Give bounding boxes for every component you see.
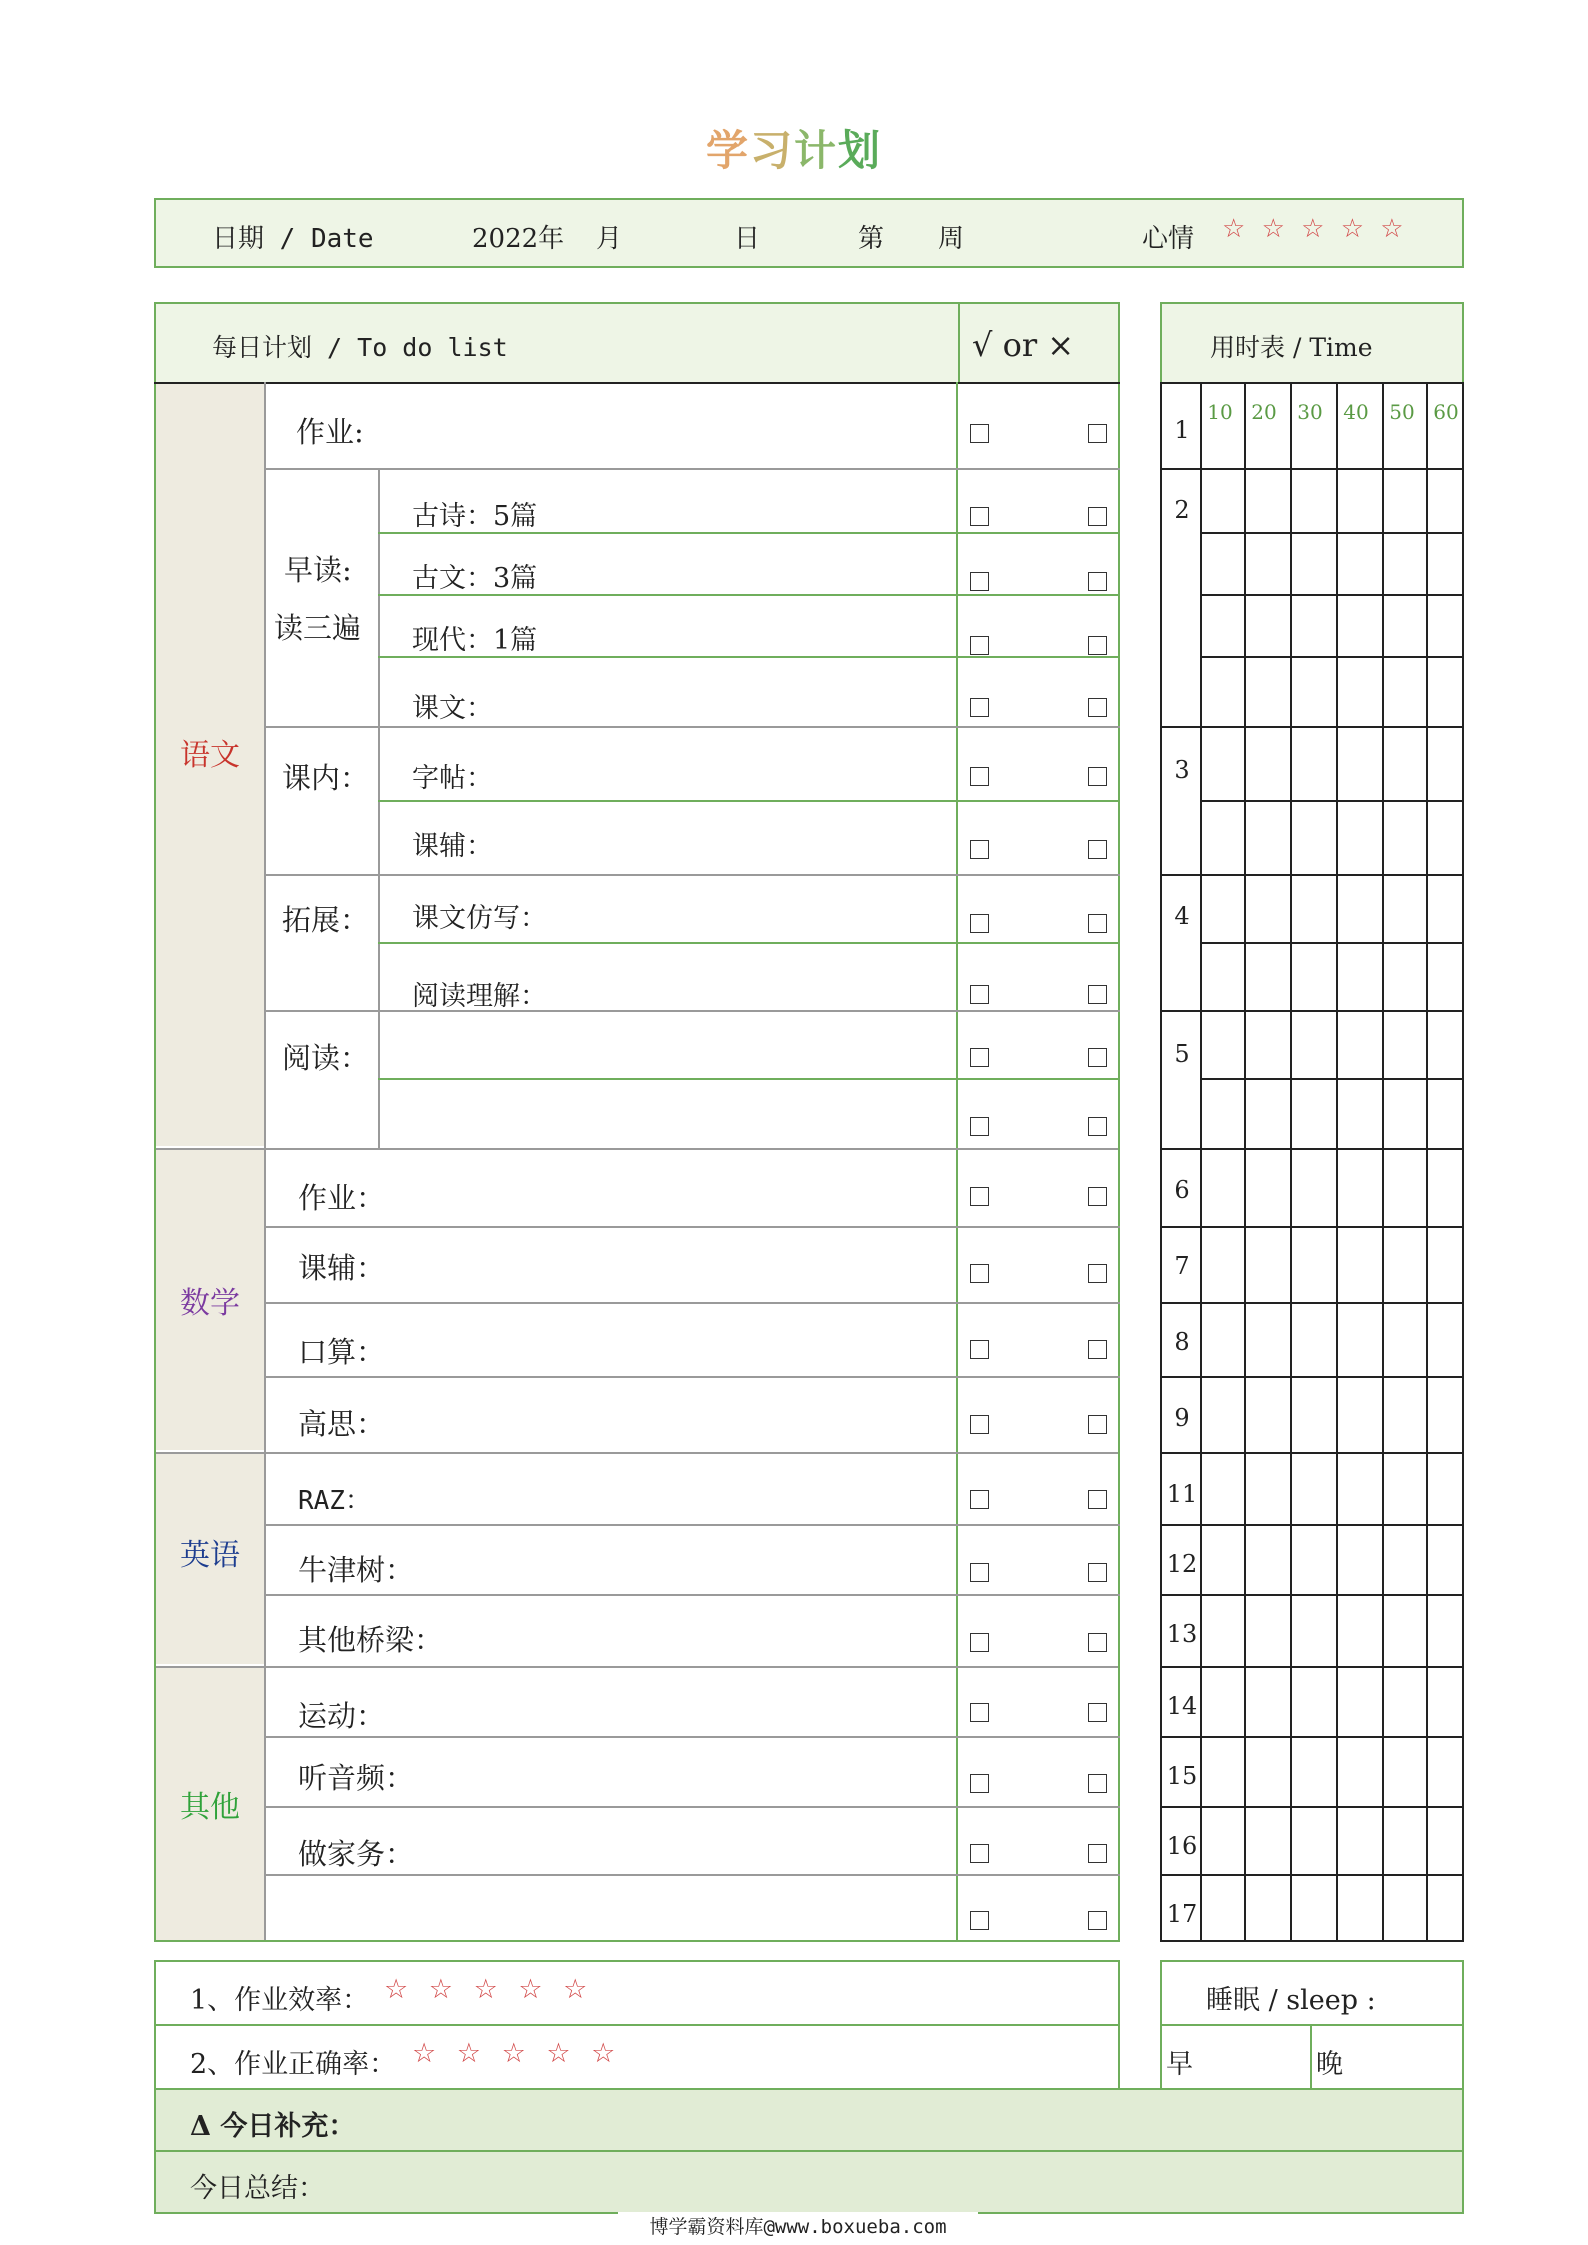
time-cell[interactable]: [1244, 656, 1290, 726]
undone-checkbox[interactable]: [1088, 914, 1107, 933]
time-cell[interactable]: [1336, 1594, 1382, 1666]
hour-label: 9: [1174, 1404, 1190, 1432]
done-checkbox[interactable]: [970, 1415, 989, 1434]
done-checkbox[interactable]: [970, 1703, 989, 1722]
date-bar: [154, 198, 1464, 268]
summary-label: 今日总结：: [190, 2173, 325, 2204]
time-cell[interactable]: [1336, 1736, 1382, 1806]
time-cell[interactable]: [1382, 656, 1426, 726]
time-cell[interactable]: [1290, 1302, 1336, 1376]
page-title: 学习计划: [705, 126, 883, 175]
todo-header: [154, 302, 1120, 384]
time-cell[interactable]: [1244, 1524, 1290, 1594]
done-checkbox[interactable]: [970, 1264, 989, 1283]
done-checkbox[interactable]: [970, 507, 989, 526]
time-cell[interactable]: [1290, 800, 1336, 874]
subject-math-cell: [156, 1148, 264, 1450]
time-cell[interactable]: [1336, 874, 1382, 942]
comprehension-item: 阅读理解：: [412, 981, 547, 1012]
subject-english: 英语: [180, 1538, 240, 1573]
time-cell[interactable]: [1382, 1010, 1426, 1078]
time-cell[interactable]: [1290, 1452, 1336, 1524]
time-cell[interactable]: [1382, 1302, 1426, 1376]
math-tutoring: 课辅：: [298, 1251, 386, 1285]
done-checkbox[interactable]: [970, 840, 989, 859]
time-cell[interactable]: [1244, 1874, 1290, 1940]
mood-stars[interactable]: ☆ ☆ ☆ ☆ ☆: [1222, 214, 1408, 244]
subject-other-cell: [156, 1666, 264, 1940]
english-bridge: 其他桥梁：: [298, 1623, 444, 1657]
time-cell[interactable]: [1336, 1666, 1382, 1736]
time-cell[interactable]: [1336, 382, 1382, 468]
hour-label: 5: [1174, 1040, 1190, 1068]
time-cell[interactable]: [1382, 1376, 1426, 1452]
supplement-label: Δ 今日补充：: [190, 2111, 356, 2142]
hour-label: 1: [1174, 416, 1190, 444]
time-cell[interactable]: [1200, 1376, 1244, 1452]
hour-label: 6: [1174, 1176, 1190, 1204]
time-cell[interactable]: [1200, 800, 1244, 874]
undone-checkbox[interactable]: [1088, 507, 1107, 526]
time-cell[interactable]: [1290, 1376, 1336, 1452]
time-cell[interactable]: [1244, 1806, 1290, 1874]
sleep-row: [1160, 2024, 1464, 2090]
time-cell[interactable]: [1382, 1226, 1426, 1302]
undone-checkbox[interactable]: [1088, 985, 1107, 1004]
time-cell[interactable]: [1244, 726, 1290, 800]
undone-checkbox[interactable]: [1088, 1490, 1107, 1509]
supplement-row[interactable]: [154, 2088, 1464, 2152]
done-checkbox[interactable]: [970, 636, 989, 655]
done-checkbox[interactable]: [970, 1340, 989, 1359]
hour-label: 13: [1166, 1620, 1198, 1648]
text-item: 课文：: [412, 693, 493, 724]
time-cell[interactable]: [1382, 1594, 1426, 1666]
time-cell[interactable]: [1200, 594, 1244, 656]
imitation-item: 课文仿写：: [412, 903, 547, 934]
time-cell[interactable]: [1200, 656, 1244, 726]
done-checkbox[interactable]: [970, 985, 989, 1004]
chinese-homework: 作业:: [296, 415, 364, 449]
time-cell[interactable]: [1200, 382, 1244, 468]
time-cell[interactable]: [1426, 382, 1464, 468]
undone-checkbox[interactable]: [1088, 1633, 1107, 1652]
math-gaosi: 高思：: [298, 1407, 386, 1441]
time-cell[interactable]: [1290, 594, 1336, 656]
time-cell[interactable]: [1336, 1148, 1382, 1226]
time-cell[interactable]: [1200, 1302, 1244, 1376]
time-cell[interactable]: [1426, 1376, 1464, 1452]
time-cell[interactable]: [1200, 726, 1244, 800]
time-cell[interactable]: [1336, 1226, 1382, 1302]
time-cell[interactable]: [1290, 656, 1336, 726]
done-checkbox[interactable]: [970, 1774, 989, 1793]
sleep-header: [1160, 1960, 1464, 2026]
undone-checkbox[interactable]: [1088, 636, 1107, 655]
day-field[interactable]: 日: [734, 224, 761, 254]
summary-row[interactable]: [154, 2150, 1464, 2214]
time-cell[interactable]: [1382, 1806, 1426, 1874]
classical-item: 古文：3篇: [412, 563, 538, 594]
undone-checkbox[interactable]: [1088, 1563, 1107, 1582]
time-cell[interactable]: [1382, 1524, 1426, 1594]
time-cell[interactable]: [1200, 1226, 1244, 1302]
english-oxford: 牛津树：: [298, 1553, 415, 1587]
time-cell[interactable]: [1426, 594, 1464, 656]
hour-label: 8: [1174, 1328, 1190, 1356]
undone-checkbox[interactable]: [1088, 1703, 1107, 1722]
time-cell[interactable]: [1290, 382, 1336, 468]
time-cell[interactable]: [1290, 726, 1336, 800]
time-cell[interactable]: [1382, 800, 1426, 874]
time-cell[interactable]: [1244, 1148, 1290, 1226]
hour-label: 17: [1166, 1900, 1198, 1928]
time-cell[interactable]: [1290, 468, 1336, 532]
time-cell[interactable]: [1426, 1806, 1464, 1874]
time-cell[interactable]: [1426, 726, 1464, 800]
other-audio: 听音频：: [298, 1761, 415, 1795]
sleep-morning[interactable]: 早: [1166, 2049, 1193, 2080]
efficiency-label: 1、作业效率：: [190, 1985, 370, 2016]
time-cell[interactable]: [1200, 874, 1244, 942]
time-cell[interactable]: [1382, 1148, 1426, 1226]
date-label: 日期 / Date: [212, 224, 374, 254]
time-cell[interactable]: [1336, 1376, 1382, 1452]
time-cell[interactable]: [1382, 726, 1426, 800]
time-cell[interactable]: [1200, 1666, 1244, 1736]
time-cell[interactable]: [1336, 726, 1382, 800]
undone-checkbox[interactable]: [1088, 698, 1107, 717]
time-cell[interactable]: [1244, 800, 1290, 874]
time-cell[interactable]: [1244, 874, 1290, 942]
time-cell[interactable]: [1426, 800, 1464, 874]
time-cell[interactable]: [1426, 1524, 1464, 1594]
time-cell[interactable]: [1336, 1524, 1382, 1594]
time-cell[interactable]: [1336, 594, 1382, 656]
poem-item: 古诗：5篇: [412, 501, 538, 532]
time-cell[interactable]: [1244, 382, 1290, 468]
undone-checkbox[interactable]: [1088, 1117, 1107, 1136]
time-cell[interactable]: [1244, 1302, 1290, 1376]
time-cell[interactable]: [1290, 1524, 1336, 1594]
math-homework: 作业：: [298, 1181, 386, 1215]
time-cell[interactable]: [1336, 468, 1382, 532]
time-cell[interactable]: [1290, 1666, 1336, 1736]
time-cell[interactable]: [1244, 468, 1290, 532]
time-cell[interactable]: [1336, 532, 1382, 594]
time-cell[interactable]: [1336, 1874, 1382, 1940]
time-cell[interactable]: [1290, 1806, 1336, 1874]
time-cell[interactable]: [1382, 1874, 1426, 1940]
time-cell[interactable]: [1290, 1594, 1336, 1666]
time-cell[interactable]: [1336, 656, 1382, 726]
done-checkbox[interactable]: [970, 1563, 989, 1582]
undone-checkbox[interactable]: [1088, 1264, 1107, 1283]
done-checkbox[interactable]: [970, 914, 989, 933]
time-cell[interactable]: [1426, 1078, 1464, 1148]
hour-label: 14: [1166, 1692, 1198, 1720]
time-cell[interactable]: [1290, 1874, 1336, 1940]
time-header: [1160, 302, 1464, 384]
time-cell[interactable]: [1290, 942, 1336, 1010]
time-cell[interactable]: [1200, 1524, 1244, 1594]
minute-label: 60: [1433, 400, 1459, 424]
hour-label: 11: [1166, 1480, 1198, 1508]
mood-label: 心情: [1142, 224, 1195, 254]
time-cell[interactable]: [1200, 532, 1244, 594]
sleep-title: 睡眠 / sleep :: [1206, 1985, 1376, 2016]
undone-checkbox[interactable]: [1088, 572, 1107, 591]
done-checkbox[interactable]: [970, 1187, 989, 1206]
other-housework: 做家务：: [298, 1837, 415, 1871]
reading-label: 阅读：: [282, 1041, 370, 1075]
done-checkbox[interactable]: [970, 1048, 989, 1067]
time-cell[interactable]: [1382, 532, 1426, 594]
time-cell[interactable]: [1200, 1806, 1244, 1874]
time-cell[interactable]: [1244, 1666, 1290, 1736]
time-cell[interactable]: [1382, 1736, 1426, 1806]
hour-label: 2: [1174, 496, 1190, 524]
efficiency-row: [154, 1960, 1120, 2026]
time-cell[interactable]: [1426, 1010, 1464, 1078]
time-cell[interactable]: [1426, 1666, 1464, 1736]
hour-label: 7: [1174, 1252, 1190, 1280]
time-cell[interactable]: [1426, 656, 1464, 726]
undone-checkbox[interactable]: [1088, 1774, 1107, 1793]
time-cell[interactable]: [1426, 1302, 1464, 1376]
minute-label: 40: [1343, 400, 1369, 424]
time-cell[interactable]: [1244, 1594, 1290, 1666]
footer-watermark: 博学霸资料库@www.boxueba.com: [618, 2212, 978, 2242]
modern-item: 现代：1篇: [412, 625, 538, 656]
subject-math: 数学: [180, 1286, 240, 1321]
time-cell[interactable]: [1382, 1452, 1426, 1524]
done-checkbox[interactable]: [970, 1117, 989, 1136]
undone-checkbox[interactable]: [1088, 767, 1107, 786]
done-checkbox[interactable]: [970, 424, 989, 443]
time-cell[interactable]: [1382, 468, 1426, 532]
time-cell[interactable]: [1426, 1736, 1464, 1806]
time-cell[interactable]: [1200, 1874, 1244, 1940]
time-cell[interactable]: [1382, 942, 1426, 1010]
time-cell[interactable]: [1200, 942, 1244, 1010]
time-cell[interactable]: [1244, 1226, 1290, 1302]
time-cell[interactable]: [1244, 1376, 1290, 1452]
read-three-label: 读三遍: [274, 611, 362, 645]
time-cell[interactable]: [1426, 1874, 1464, 1940]
minute-label: 50: [1389, 400, 1415, 424]
subject-chinese: 语文: [180, 738, 240, 773]
done-checkbox[interactable]: [970, 767, 989, 786]
done-checkbox[interactable]: [970, 698, 989, 717]
time-cell[interactable]: [1382, 594, 1426, 656]
undone-checkbox[interactable]: [1088, 1911, 1107, 1930]
time-cell[interactable]: [1336, 942, 1382, 1010]
accuracy-row: [154, 2024, 1120, 2090]
time-cell[interactable]: [1290, 1148, 1336, 1226]
other-sport: 运动：: [298, 1699, 386, 1733]
time-cell[interactable]: [1336, 1452, 1382, 1524]
check-header: √ or ×: [972, 326, 1075, 364]
time-cell[interactable]: [1336, 1010, 1382, 1078]
time-cell[interactable]: [1426, 468, 1464, 532]
time-cell[interactable]: [1290, 1078, 1336, 1148]
time-cell[interactable]: [1290, 1226, 1336, 1302]
time-cell[interactable]: [1244, 1078, 1290, 1148]
month-field[interactable]: 月: [596, 224, 623, 254]
hour-label: 12: [1166, 1550, 1198, 1578]
time-cell[interactable]: [1426, 532, 1464, 594]
time-cell[interactable]: [1200, 1078, 1244, 1148]
minute-label: 10: [1207, 400, 1233, 424]
time-cell[interactable]: [1426, 1594, 1464, 1666]
undone-checkbox[interactable]: [1088, 1187, 1107, 1206]
undone-checkbox[interactable]: [1088, 1048, 1107, 1067]
english-raz: RAZ：: [298, 1486, 371, 1516]
time-cell[interactable]: [1426, 1226, 1464, 1302]
time-title: 用时表 / Time: [1210, 333, 1373, 362]
time-cell[interactable]: [1382, 382, 1426, 468]
time-cell[interactable]: [1382, 1078, 1426, 1148]
extend-label: 拓展：: [282, 903, 370, 937]
todo-title: 每日计划 / To do list: [212, 333, 508, 362]
done-checkbox[interactable]: [970, 1490, 989, 1509]
time-cell[interactable]: [1336, 1806, 1382, 1874]
undone-checkbox[interactable]: [1088, 1844, 1107, 1863]
time-cell[interactable]: [1426, 874, 1464, 942]
accuracy-label: 2、作业正确率：: [190, 2049, 397, 2080]
time-cell[interactable]: [1244, 1010, 1290, 1078]
time-cell[interactable]: [1244, 942, 1290, 1010]
in-class-label: 课内：: [282, 761, 370, 795]
time-cell[interactable]: [1290, 532, 1336, 594]
subject-other: 其他: [180, 1790, 240, 1825]
time-cell[interactable]: [1426, 1452, 1464, 1524]
time-cell[interactable]: [1290, 1736, 1336, 1806]
hour-label: 16: [1166, 1832, 1198, 1860]
efficiency-stars[interactable]: ☆ ☆ ☆ ☆ ☆: [384, 1974, 594, 2005]
undone-checkbox[interactable]: [1088, 424, 1107, 443]
time-cell[interactable]: [1200, 468, 1244, 532]
time-cell[interactable]: [1244, 1736, 1290, 1806]
hour-label: 3: [1174, 756, 1190, 784]
time-cell[interactable]: [1200, 1736, 1244, 1806]
time-cell[interactable]: [1290, 1010, 1336, 1078]
undone-checkbox[interactable]: [1088, 1340, 1107, 1359]
time-cell[interactable]: [1244, 594, 1290, 656]
minute-label: 20: [1251, 400, 1277, 424]
undone-checkbox[interactable]: [1088, 840, 1107, 859]
year-field[interactable]: 2022年: [472, 224, 565, 254]
time-cell[interactable]: [1336, 1078, 1382, 1148]
time-cell[interactable]: [1336, 800, 1382, 874]
subject-english-cell: [156, 1452, 264, 1664]
time-cell[interactable]: [1382, 874, 1426, 942]
hour-label: 15: [1166, 1762, 1198, 1790]
time-cell[interactable]: [1244, 1452, 1290, 1524]
time-cell[interactable]: [1336, 1302, 1382, 1376]
done-checkbox[interactable]: [970, 1633, 989, 1652]
time-cell[interactable]: [1290, 874, 1336, 942]
time-cell[interactable]: [1382, 1666, 1426, 1736]
done-checkbox[interactable]: [970, 572, 989, 591]
morning-read-label: 早读:: [284, 553, 352, 587]
sleep-evening[interactable]: 晚: [1316, 2049, 1343, 2080]
hour-label: 4: [1174, 902, 1190, 930]
subject-chinese-cell: [156, 384, 264, 1146]
copybook-item: 字帖：: [412, 763, 493, 794]
undone-checkbox[interactable]: [1088, 1415, 1107, 1434]
tutoring-item: 课辅：: [412, 831, 493, 862]
week-prefix: 第: [858, 224, 885, 254]
time-cell[interactable]: [1426, 1148, 1464, 1226]
math-mental: 口算：: [298, 1335, 386, 1369]
minute-label: 30: [1297, 400, 1323, 424]
time-cell[interactable]: [1200, 1594, 1244, 1666]
done-checkbox[interactable]: [970, 1844, 989, 1863]
time-cell[interactable]: [1200, 1010, 1244, 1078]
time-cell[interactable]: [1200, 1148, 1244, 1226]
time-cell[interactable]: [1200, 1452, 1244, 1524]
week-suffix[interactable]: 周: [938, 224, 965, 254]
done-checkbox[interactable]: [970, 1911, 989, 1930]
time-cell[interactable]: [1244, 532, 1290, 594]
accuracy-stars[interactable]: ☆ ☆ ☆ ☆ ☆: [412, 2038, 622, 2069]
time-cell[interactable]: [1426, 942, 1464, 1010]
